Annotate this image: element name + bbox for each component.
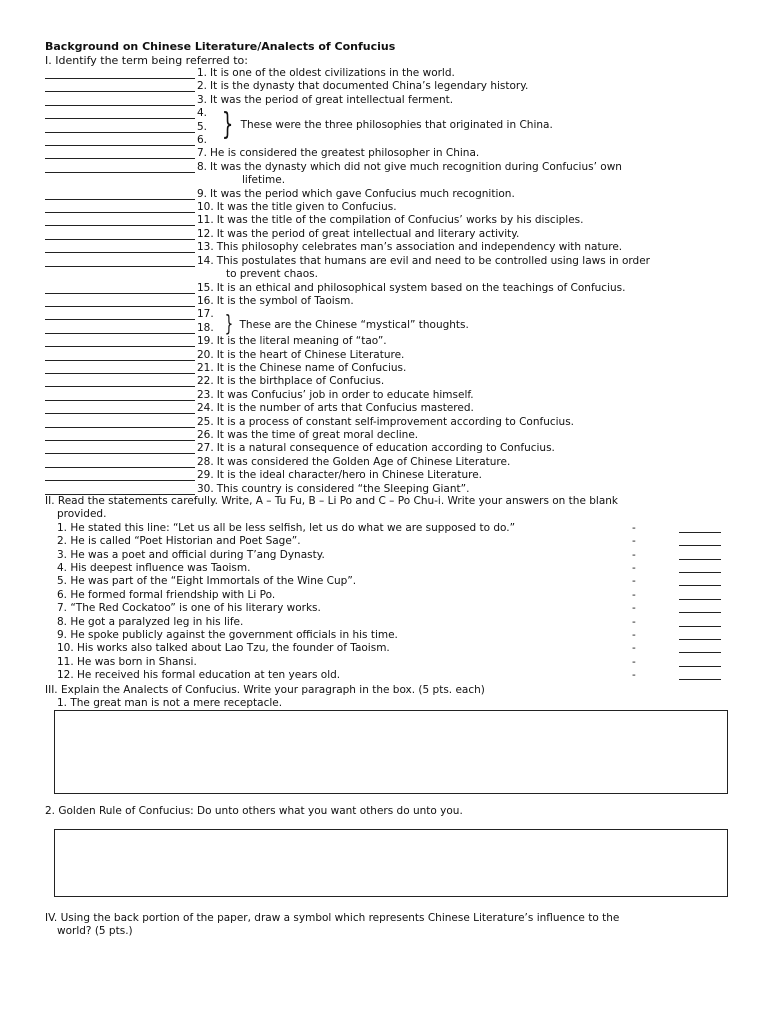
answer-blank[interactable]	[45, 322, 195, 334]
statement-text: 4. His deepest influence was Taoism.	[57, 561, 251, 574]
dash-separator: -	[632, 628, 636, 641]
answer-blank[interactable]	[679, 666, 721, 667]
statement-text: 6. He formed formal friendship with Li Po.	[57, 588, 276, 601]
item-number: 29.	[197, 469, 214, 482]
item-number: 6.	[197, 134, 208, 147]
item-text-continued: to prevent chaos.	[226, 268, 318, 281]
item-number: 4.	[197, 107, 208, 120]
answer-blank[interactable]	[45, 201, 195, 213]
part2-section	[45, 495, 745, 683]
brace-philosophies	[218, 107, 553, 142]
statement-text: 7. “The Red Cockatoo” is one of his literary works.	[57, 602, 321, 615]
item-text: It was the period of great intellectual ferment.	[210, 93, 454, 106]
answer-blank[interactable]	[679, 626, 721, 627]
answer-blank[interactable]	[45, 389, 195, 401]
identify-item	[45, 67, 745, 80]
identify-item	[45, 161, 745, 174]
statement-text: 10. His works also talked about Lao Tzu, the founder of Taoism.	[57, 642, 390, 655]
statement-item	[45, 642, 745, 655]
item-number: 9.	[197, 187, 208, 200]
identify-item	[45, 402, 745, 415]
identify-item	[45, 94, 745, 107]
identify-item	[45, 389, 745, 402]
identify-item	[45, 375, 745, 388]
statement-item	[45, 522, 745, 535]
brace-philosophies-text: These were the three philosophies that originated in China.	[240, 119, 553, 131]
item-text: It is a process of constant self-improvement according to Confucius.	[216, 415, 575, 428]
answer-blank[interactable]	[679, 559, 721, 560]
answer-blank[interactable]	[679, 652, 721, 653]
dash-separator: -	[632, 535, 636, 548]
answer-blank[interactable]	[45, 362, 195, 374]
item-number: 22.	[197, 375, 214, 388]
answer-blank[interactable]	[45, 94, 195, 106]
item-number: 15.	[197, 281, 214, 294]
identify-item	[45, 416, 745, 429]
worksheet-title: Background on Chinese Literature/Analects of Confucius	[45, 40, 396, 53]
item-text: It was the title of the compilation of Confucius’ works by his disciples.	[216, 214, 584, 227]
dash-separator: -	[632, 602, 636, 615]
answer-blank[interactable]	[45, 349, 195, 361]
item-text: It was Confucius’ job in order to educate himself.	[216, 388, 474, 401]
part2-items	[45, 522, 745, 683]
item-text: It is one of the oldest civilizations in the world.	[210, 67, 455, 79]
item-number: 28.	[197, 455, 214, 468]
identify-item	[45, 228, 745, 241]
part3-question-2: 2. Golden Rule of Confucius: Do unto others what you want others do unto you.	[45, 805, 463, 817]
item-number: 10.	[197, 201, 214, 214]
part1-heading: I. Identify the term being referred to:	[45, 54, 248, 67]
identify-item	[45, 483, 745, 496]
answer-blank[interactable]	[45, 456, 195, 468]
dash-separator: -	[632, 588, 636, 601]
item-number: 19.	[197, 335, 214, 348]
item-number: 8.	[197, 160, 208, 173]
dash-separator: -	[632, 615, 636, 628]
answer-blank[interactable]	[45, 483, 195, 495]
identify-item	[45, 80, 745, 93]
item-number: 24.	[197, 402, 214, 415]
brace-icon: }	[221, 107, 234, 142]
part4-question: IV. Using the back portion of the paper, draw a symbol which represents Chinese Literature’s influence to the	[45, 912, 620, 924]
identify-item	[45, 282, 745, 295]
item-text: It was the period which gave Confucius much recognition.	[210, 187, 515, 200]
identify-item	[45, 255, 745, 268]
item-number: 14.	[197, 254, 214, 267]
answer-blank[interactable]	[45, 214, 195, 226]
statement-item	[45, 549, 745, 562]
answer-blank[interactable]	[45, 429, 195, 441]
identify-item	[45, 349, 745, 362]
answer-blank[interactable]	[45, 442, 195, 454]
item-text-continued: lifetime.	[242, 174, 286, 187]
item-text: It was considered the Golden Age of Chinese Literature.	[216, 455, 511, 468]
part3-section	[45, 684, 485, 711]
part2-heading-cont: provided.	[57, 508, 107, 521]
answer-blank[interactable]	[45, 241, 195, 253]
item-number: 18.	[197, 321, 214, 334]
identify-item	[45, 214, 745, 227]
item-number: 21.	[197, 361, 214, 374]
item-text: It was the period of great intellectual and literary activity.	[216, 227, 520, 240]
answer-blank[interactable]	[45, 282, 195, 294]
item-number: 13.	[197, 241, 214, 254]
answer-box-2[interactable]	[54, 829, 728, 897]
answer-blank[interactable]	[45, 335, 195, 347]
item-text: This country is considered “the Sleeping Giant”.	[216, 482, 470, 495]
item-text: It was the dynasty which did not give much recognition during Confucius’ own	[210, 160, 622, 173]
identify-item	[45, 429, 745, 442]
answer-blank[interactable]	[45, 188, 195, 200]
part3-question-1: 1. The great man is not a mere receptacle.	[57, 697, 283, 710]
item-text: It is the number of arts that Confucius mastered.	[216, 402, 474, 415]
statement-text: 9. He spoke publicly against the government officials in his time.	[57, 628, 398, 641]
identify-item	[45, 456, 745, 469]
identify-item	[45, 362, 745, 375]
item-number: 1.	[197, 67, 208, 79]
answer-blank[interactable]	[679, 639, 721, 640]
identify-item	[45, 295, 745, 308]
dash-separator: -	[632, 669, 636, 682]
item-text: This philosophy celebrates man’s association and independency with nature.	[216, 241, 623, 254]
item-text: It is the dynasty that documented China’s legendary history.	[210, 80, 529, 93]
item-text: It was the title given to Confucius.	[216, 201, 397, 214]
item-text: It is the Chinese name of Confucius.	[216, 361, 407, 374]
identify-item	[45, 201, 745, 214]
answer-blank[interactable]	[45, 147, 195, 159]
statement-text: 1. He stated this line: “Let us all be less selfish, let us do what we are supposed to do.”	[57, 521, 516, 534]
item-text: He is considered the greatest philosopher in China.	[210, 147, 480, 160]
answer-blank[interactable]	[45, 161, 195, 173]
answer-blank[interactable]	[45, 67, 195, 79]
item-number: 23.	[197, 388, 214, 401]
statement-text: 5. He was part of the “Eight Immortals of the Wine Cup”.	[57, 575, 357, 588]
answer-blank[interactable]	[679, 585, 721, 586]
dash-separator: -	[632, 655, 636, 668]
part2-heading: II. Read the statements carefully. Write, A – Tu Fu, B – Li Po and C – Po Chu-i. Write your answers on the blank	[45, 495, 618, 507]
answer-blank[interactable]	[45, 255, 195, 267]
item-number: 27.	[197, 442, 214, 455]
answer-blank[interactable]	[679, 545, 721, 546]
answer-blank[interactable]	[679, 532, 721, 533]
item-text: It is the heart of Chinese Literature.	[216, 348, 405, 361]
item-number: 17.	[197, 308, 214, 321]
answer-blank[interactable]	[45, 121, 195, 133]
item-text: It was the time of great moral decline.	[216, 428, 419, 441]
statement-item	[45, 575, 745, 588]
item-number: 2.	[197, 80, 208, 93]
brace-mystical	[222, 310, 469, 340]
answer-blank[interactable]	[45, 295, 195, 307]
item-text: It is the ideal character/hero in Chinese Literature.	[216, 469, 483, 482]
item-text: It is the literal meaning of “tao”.	[216, 335, 387, 348]
item-number: 26.	[197, 428, 214, 441]
item-number: 5.	[197, 120, 208, 133]
statement-item	[45, 602, 745, 615]
item-text: This postulates that humans are evil and need to be controlled using laws in order	[216, 254, 650, 267]
brace-icon: }	[224, 312, 234, 337]
part4-section	[45, 912, 725, 939]
item-number: 7.	[197, 147, 208, 160]
answer-blank[interactable]	[45, 134, 195, 146]
statement-item	[45, 629, 745, 642]
item-text: It is the symbol of Taoism.	[216, 294, 354, 307]
statement-text: 3. He was a poet and official during T’ang Dynasty.	[57, 548, 325, 561]
statement-item	[45, 562, 745, 575]
statement-item	[45, 535, 745, 548]
statement-text: 2. He is called “Poet Historian and Poet Sage”.	[57, 535, 301, 548]
answer-blank[interactable]	[45, 416, 195, 428]
statement-text: 8. He got a paralyzed leg in his life.	[57, 615, 244, 628]
part4-question-cont: world? (5 pts.)	[57, 925, 133, 938]
identify-item	[45, 241, 745, 254]
item-number: 16.	[197, 294, 214, 307]
answer-blank[interactable]	[679, 679, 721, 680]
answer-blank[interactable]	[679, 599, 721, 600]
item-number: 25.	[197, 415, 214, 428]
item-text: It is an ethical and philosophical system based on the teachings of Confucius.	[216, 281, 626, 294]
identify-item	[45, 469, 745, 482]
answer-blank[interactable]	[45, 80, 195, 92]
answer-blank[interactable]	[45, 469, 195, 481]
item-number: 11.	[197, 214, 214, 227]
answer-blank[interactable]	[45, 402, 195, 414]
item-number: 30.	[197, 482, 214, 495]
item-text: It is the birthplace of Confucius.	[216, 375, 385, 388]
answer-blank[interactable]	[45, 375, 195, 387]
item-number: 20.	[197, 348, 214, 361]
dash-separator: -	[632, 575, 636, 588]
dash-separator: -	[632, 642, 636, 655]
identify-item	[45, 147, 745, 160]
answer-blank[interactable]	[679, 612, 721, 613]
statement-item	[45, 616, 745, 629]
statement-item	[45, 589, 745, 602]
identify-item	[45, 442, 745, 455]
item-text: It is a natural consequence of education according to Confucius.	[216, 442, 555, 455]
dash-separator: -	[632, 548, 636, 561]
statement-text: 11. He was born in Shansi.	[57, 655, 197, 668]
dash-separator: -	[632, 521, 636, 534]
dash-separator: -	[632, 561, 636, 574]
answer-blank[interactable]	[45, 228, 195, 240]
statement-item	[45, 656, 745, 669]
identify-item	[45, 188, 745, 201]
item-number: 3.	[197, 93, 208, 106]
brace-mystical-text: These are the Chinese “mystical” thoughts.	[239, 319, 469, 331]
answer-blank[interactable]	[45, 107, 195, 119]
statement-text: 12. He received his formal education at ten years old.	[57, 669, 341, 682]
statement-item	[45, 669, 745, 682]
answer-blank[interactable]	[45, 308, 195, 320]
part3-heading: III. Explain the Analects of Confucius. Write your paragraph in the box. (5 pts. each)	[45, 684, 485, 696]
answer-blank[interactable]	[679, 572, 721, 573]
answer-box-1[interactable]	[54, 710, 728, 794]
item-number: 12.	[197, 227, 214, 240]
